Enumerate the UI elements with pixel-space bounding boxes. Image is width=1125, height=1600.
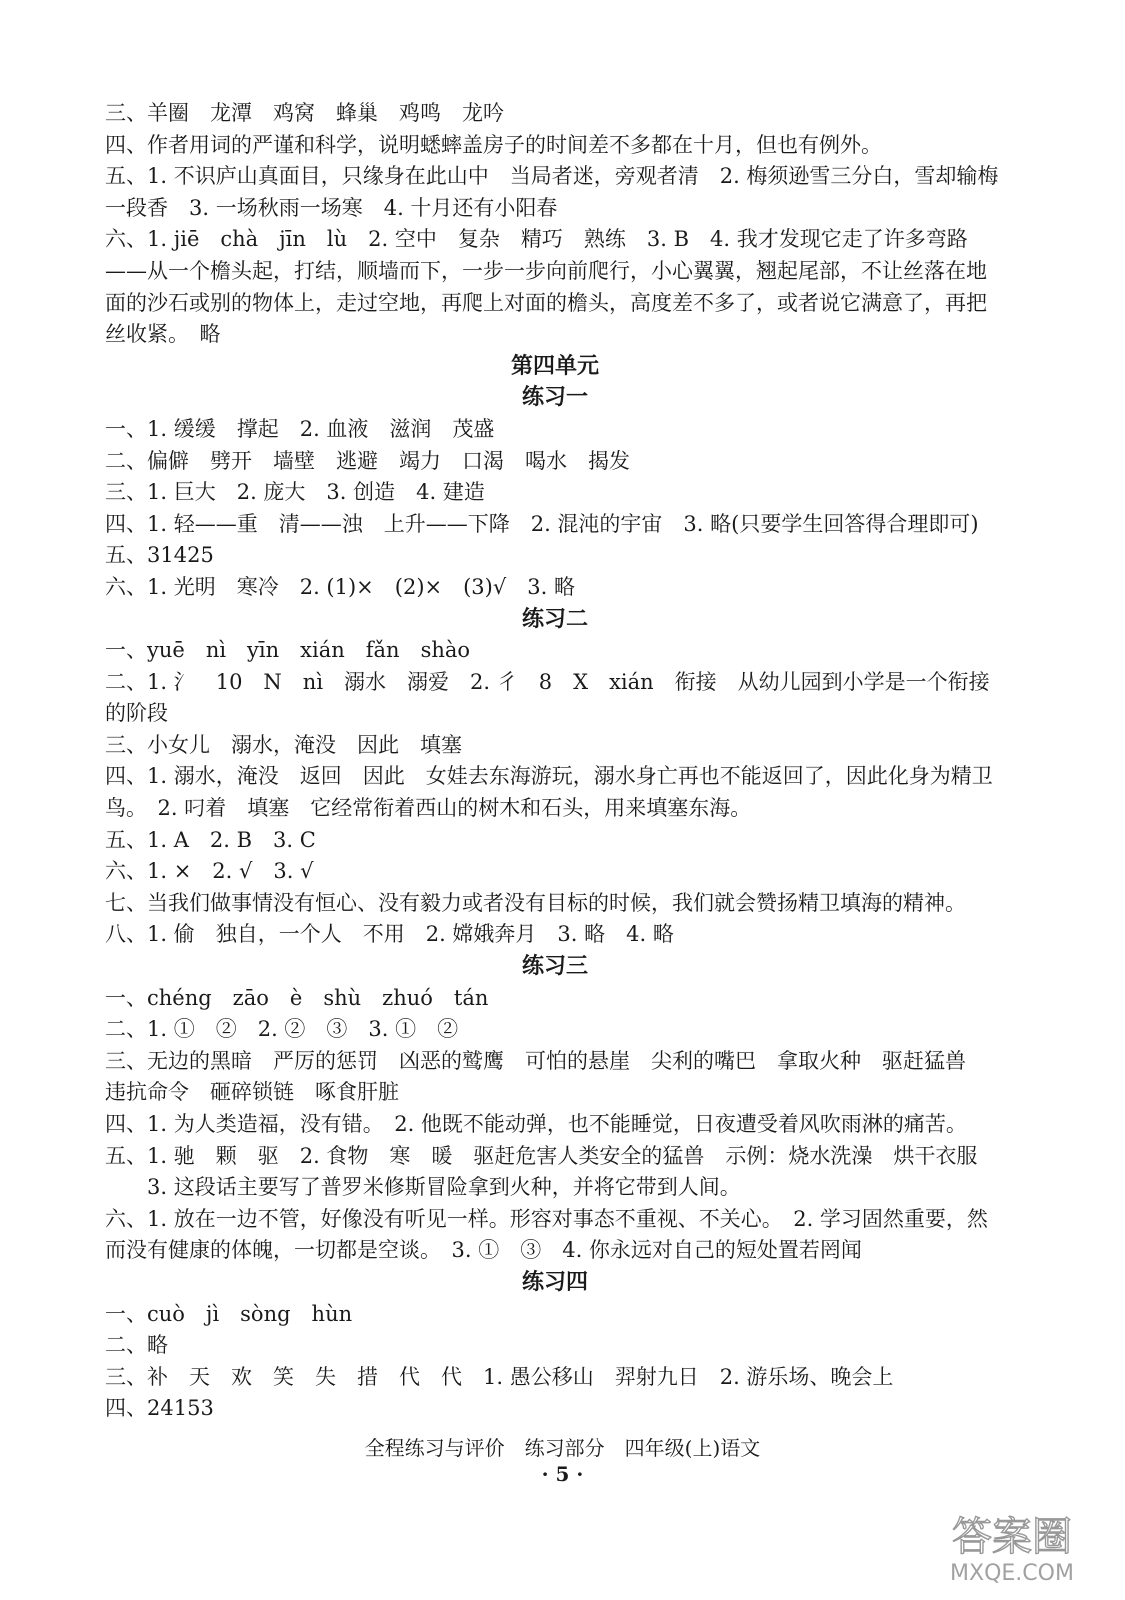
footer-title: 全程练习与评价 练习部分 四年级(上)语文 [364,1436,761,1460]
answer-content [105,98,1005,1425]
answer-line: 六、1. 光明 寒冷 2. (1)× (2)× (3)√ 3. 略 [105,574,575,599]
answer-line: 三、羊圈 龙潭 鸡窝 蜂巢 鸡鸣 龙吟 [105,101,504,125]
answer-line: 三、补 天 欢 笑 失 措 代 代 1. 愚公移山 羿射九日 2. 游乐场、晚会上 [105,1364,894,1389]
watermark-logo-icon [917,1506,1107,1588]
answer-paragraph: 六、1. 放在一边不管，好像没有听见一样。形容对事态不重视、不关心。 2. 学习固然重要，然而没有健康的体魄，一切都是空谈。 3. ① ③ 4. 你永远对自己的短处置若罔闻 [105,1206,988,1263]
answer-paragraph: 二、1. 氵 10 N nì 溺水 溺爱 2. 彳 8 X xián 衔接 从幼儿园到小学是一个衔接的阶段 [105,669,990,726]
answer-paragraph: 六、1. jiē chà jīn lù 2. 空中 复杂 精巧 熟练 3. B 4. 我才发现它走了许多弯路——从一个檐头起，打结，顺墙而下，一步一步向前爬行，小心翼翼，翘起尾部，不让丝落在地面的沙石或别的物体上，走过空地，再爬上对面的檐头，高度差不多了，或者说它满意了，再把丝收紧。 略 [105,227,987,347]
answer-line: 3. 这段话主要写了普罗米修斯冒险拿到火种，并将它带到人间。 [147,1175,741,1200]
answer-line: 四、24153 [105,1396,214,1421]
watermark-text: 答案圈 [952,1514,1072,1560]
answer-line: 五、1. A 2. B 3. C [105,827,316,852]
answer-line: 一、chéng zāo è shù zhuó tán [105,985,489,1010]
answer-line: 一、1. 缓缓 撑起 2. 血液 滋润 茂盛 [105,416,495,441]
page-number: · 5 · [541,1462,584,1486]
answer-line: 一、cuò jì sòng hùn [105,1301,353,1326]
answer-paragraph: 三、无边的黑暗 严厉的惩罚 凶恶的鹫鹰 可怕的悬崖 尖利的嘴巴 拿取火种 驱赶猛兽 违抗命令 砸碎锁链 啄食肝脏 [105,1048,987,1105]
exercise-heading: 练习三 [521,953,588,980]
answer-line: 八、1. 偷 独自，一个人 不用 2. 嫦娥奔月 3. 略 4. 略 [105,922,674,947]
answer-line: 五、31425 [105,543,214,568]
answer-line: 二、1. ① ② 2. ② ③ 3. ① ② [105,1017,459,1042]
answer-line: 一、yuē nì yīn xián fǎn shào [105,638,471,663]
answer-line: 三、小女儿 溺水，淹没 因此 填塞 [105,732,462,757]
exercise-heading: 练习一 [521,384,588,411]
answer-paragraph: 五、1. 不识庐山真面目，只缘身在此山中 当局者迷，旁观者清 2. 梅须逊雪三分白，雪却输梅一段香 3. 一场秋雨一场寒 4. 十月还有小阳春 [105,164,999,220]
answer-line: 四、作者用词的严谨和科学，说明蟋蟀盖房子的时间差不多都在十月，但也有例外。 [105,132,882,157]
answer-line: 二、略 [105,1333,168,1358]
exercise-heading: 练习四 [521,1268,588,1295]
answer-line: 三、1. 巨大 2. 庞大 3. 创造 4. 建造 [105,480,485,505]
exercise-heading: 练习二 [521,605,588,632]
answer-line: 五、1. 驰 颗 驱 2. 食物 寒 暖 驱赶危害人类安全的猛兽 示例：烧水洗澡 烘干衣服 [105,1143,978,1168]
unit-heading: 第四单元 [510,352,599,379]
answer-line: 六、1. × 2. √ 3. √ [105,859,314,884]
answer-line: 七、当我们做事情没有恒心、没有毅力或者没有目标的时候，我们就会赞扬精卫填海的精神。 [105,890,966,915]
answer-line: 四、1. 为人类造福，没有错。 2. 他既不能动弹，也不能睡觉，日夜遭受着风吹雨淋的痛苦。 [105,1112,967,1136]
answer-line: 二、偏僻 劈开 墙壁 逃避 竭力 口渴 喝水 揭发 [105,448,630,473]
watermark-url: MXQE.COM [950,1561,1074,1586]
answer-paragraph: 四、1. 溺水，淹没 返回 因此 女娃去东海游玩，溺水身亡再也不能返回了，因此化身为精卫鸟。 2. 叼着 填塞 它经常衔着西山的树木和石头，用来填塞东海。 [105,764,993,821]
answer-line: 四、1. 轻——重 清——浊 上升——下降 2. 混沌的宇宙 3. 略(只要学生回答得合理即可) [105,511,979,536]
